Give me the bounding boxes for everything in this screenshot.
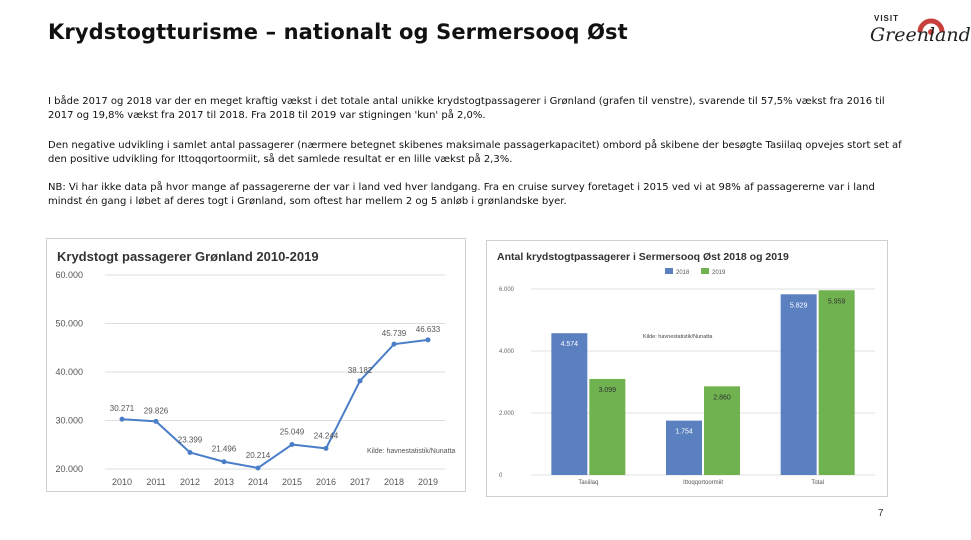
bar-value-label: 2.860	[713, 394, 731, 402]
x-tick-label: 2019	[417, 477, 439, 487]
y-tick-label: 30.000	[55, 415, 83, 426]
x-tick-label: 2017	[349, 477, 371, 487]
y-tick-label: 0	[499, 473, 503, 479]
bar	[819, 290, 855, 475]
legend-swatch	[665, 268, 673, 274]
logo-wordmark: Greenland	[870, 24, 971, 46]
data-point	[256, 465, 261, 470]
category-label: Total	[811, 480, 825, 486]
y-tick-label: 4.000	[499, 349, 515, 355]
y-tick-label: 50.000	[55, 318, 83, 329]
data-label: 23.399	[177, 435, 203, 445]
data-point	[188, 450, 193, 455]
y-tick-label: 2.000	[499, 411, 515, 417]
data-label: 29.826	[143, 406, 169, 416]
data-label: 38.182	[347, 365, 373, 375]
x-tick-label: 2016	[315, 477, 337, 487]
bar-value-label: 3.099	[598, 386, 617, 394]
category-label: Tasiilaq	[578, 480, 599, 486]
line-chart-svg	[47, 239, 465, 491]
data-point	[154, 419, 159, 424]
data-label: 45.739	[381, 329, 407, 339]
x-tick-label: 2010	[111, 477, 133, 487]
data-label: 21.496	[211, 444, 237, 454]
y-tick-label: 6.000	[499, 287, 515, 293]
line-chart-national	[46, 238, 466, 492]
data-point	[222, 459, 227, 464]
bar-value-label: 1.754	[675, 428, 693, 436]
x-tick-label: 2015	[281, 477, 303, 487]
paragraph-capacity: Den negative udvikling i samlet antal passagerer (nærmere betegnet skibenes maksimale passagerkapacitet) ombord på skibene der besøgte Tasiilaq opvejes stort set af den positive udvikling for Ittoqqortoormiit, så det samlede resultat er en lille vækst på 2,3%.	[48, 140, 902, 165]
bar	[551, 333, 587, 475]
bar-value-label: 5.829	[789, 302, 808, 310]
category-label: Ittoqqortoormiit	[682, 480, 724, 486]
data-label: 30.271	[109, 404, 135, 414]
x-tick-label: 2011	[146, 477, 166, 487]
data-label: 20.214	[245, 450, 271, 460]
y-tick-label: 20.000	[55, 464, 83, 474]
bar-chart-svg	[487, 241, 887, 496]
bar	[781, 294, 817, 475]
data-label: 46.633	[415, 324, 441, 334]
data-point	[392, 342, 397, 347]
data-point	[290, 442, 295, 447]
paragraph-note: NB: Vi har ikke data på hvor mange af passagererne der var i land ved hver landgang. Fra en cruise survey foretaget i 2015 ved vi at 98% af passagererne var i land mindst én gang i løbet af deres togt i Grønland, som oftest har mellem 2 og 5 anløb i grønlandske byer.	[48, 182, 875, 207]
data-point	[120, 417, 125, 422]
x-tick-label: 2012	[179, 477, 201, 487]
chart-title: Krydstogt passagerer Grønland 2010-2019	[57, 249, 319, 264]
source-note: Kilde: havnestatistik/Nunatta	[643, 334, 713, 340]
data-point	[358, 378, 363, 383]
y-tick-label: 40.000	[55, 367, 83, 377]
legend-label: 2019	[712, 270, 726, 276]
y-tick-label: 60.000	[55, 270, 83, 280]
logo-visit-text: VISIT	[874, 14, 900, 23]
legend-label: 2018	[676, 270, 690, 276]
slide-title: Krydstogtturisme – nationalt og Sermersooq Øst	[48, 20, 628, 44]
data-label: 24.244	[313, 431, 339, 441]
data-point	[324, 446, 329, 451]
data-point	[426, 337, 431, 342]
x-tick-label: 2014	[247, 477, 269, 487]
page-number: 7	[878, 508, 884, 519]
x-tick-label: 2013	[213, 477, 235, 487]
bar-value-label: 5.959	[827, 298, 846, 306]
legend-swatch	[701, 268, 709, 274]
visit-greenland-logo	[868, 12, 971, 58]
bar-value-label: 4.574	[560, 341, 579, 349]
data-label: 25.049	[279, 427, 305, 437]
paragraph-growth: I både 2017 og 2018 var der en meget kraftig vækst i det totale antal unikke krydstogtpassagerer i Grønland (grafen til venstre), svarende til 57,5% vækst fra 2016 til 2017 og 19,8% vækst fra 2017 til 2018. Fra 2018 til 2019 var stigningen 'kun' på 2,0%.	[48, 96, 885, 121]
x-tick-label: 2018	[383, 477, 405, 487]
chart-title: Antal krydstogtpassagerer i Sermersooq Øst 2018 og 2019	[497, 251, 789, 263]
source-note: Kilde: havnestatistik/Nunatta	[367, 448, 456, 455]
bar-chart-sermersooq	[486, 240, 888, 497]
